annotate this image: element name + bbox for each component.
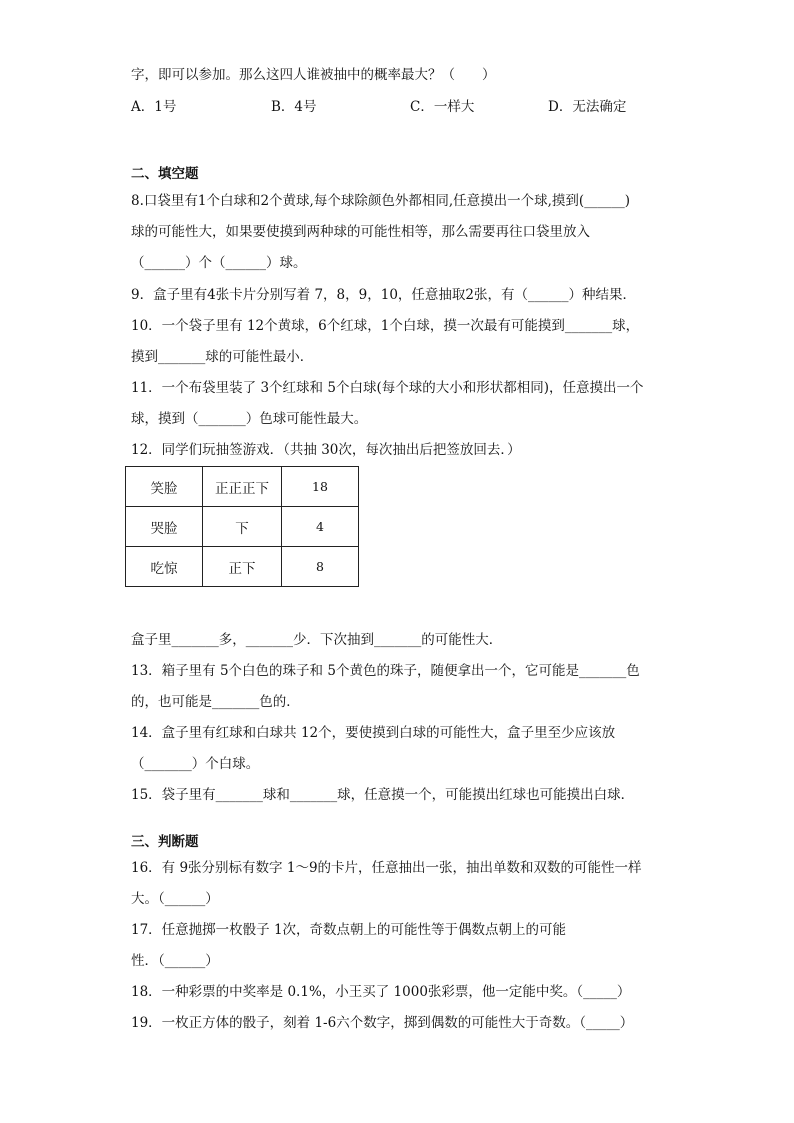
q9[interactable]: 9．盒子里有4张卡片分别写着 7，8，9，10，任意抽取2张，有（______）种结果． bbox=[131, 287, 637, 303]
q17-line-1: 17．任意抛掷一枚骰子 1次，奇数点朝上的可能性等于偶数点朝上的可能 bbox=[131, 922, 567, 938]
table-row bbox=[126, 547, 359, 587]
q8-line-1: 8.口袋里有1个白球和2个黄球,每个球除颜色外都相同,任意摸出一个球,摸到(______) bbox=[131, 193, 630, 209]
q18[interactable]: 18．一种彩票的中奖率是 0.1%，小王买了 1000张彩票，他一定能中奖。（_____） bbox=[131, 984, 631, 1000]
table-cell-label: 哭脸 bbox=[126, 507, 203, 547]
q17-line-2[interactable]: 性．（______） bbox=[131, 953, 219, 969]
q8-line-2: 球的可能性大，如果要使摸到两种球的可能性相等，那么需要再往口袋里放入 bbox=[131, 224, 590, 240]
table-cell-tally: 正正正下 bbox=[203, 467, 282, 507]
table-cell-count: 18 bbox=[282, 467, 359, 507]
q7-stem-tail: 字，即可以参加。那么这四人谁被抽中的概率最大？（ ） bbox=[131, 67, 496, 83]
q16-line-2[interactable]: 大。（______） bbox=[131, 891, 219, 907]
q11-line-1: 11．一个布袋里装了 3个红球和 5个白球(每个球的大小和形状都相同)，任意摸出一个 bbox=[131, 380, 644, 396]
section-heading-fill-in: 二、填空题 bbox=[131, 166, 199, 182]
table-row bbox=[126, 467, 359, 507]
q14-line-1: 14．盒子里有红球和白球共 12个，要使摸到白球的可能性大，盒子里至少应该放 bbox=[131, 725, 616, 741]
q7-option-b[interactable]: B．4号 bbox=[271, 99, 317, 115]
q10-line-2[interactable]: 摸到_______球的可能性最小． bbox=[131, 349, 314, 365]
table-row bbox=[126, 507, 359, 547]
q19[interactable]: 19．一枚正方体的骰子，刻着 1-6六个数字，掷到偶数的可能性大于奇数。（_____） bbox=[131, 1015, 634, 1031]
table-cell-label: 吃惊 bbox=[126, 547, 203, 587]
q15[interactable]: 15．袋子里有_______球和_______球，任意摸一个，可能摸出红球也可能摸出白球． bbox=[131, 787, 635, 803]
q12-intro: 12．同学们玩抽签游戏．（共抽 30次，每次抽出后把签放回去．） bbox=[131, 442, 521, 458]
table-cell-count: 4 bbox=[282, 507, 359, 547]
q16-line-1: 16．有 9张分别标有数字 1～9的卡片，任意抽出一张，抽出单数和双数的可能性一样 bbox=[131, 860, 642, 876]
q14-line-2[interactable]: （_______）个白球。 bbox=[131, 756, 260, 772]
table-cell-tally: 正下 bbox=[203, 547, 282, 587]
q12-after-table[interactable]: 盒子里_______多，_______少．下次抽到_______的可能性大． bbox=[131, 632, 503, 648]
table-cell-tally: 下 bbox=[203, 507, 282, 547]
q13-line-1[interactable]: 13．箱子里有 5个白色的珠子和 5个黄色的珠子，随便拿出一个，它可能是_______色 bbox=[131, 663, 640, 679]
q7-option-d[interactable]: D．无法确定 bbox=[548, 99, 627, 115]
table-cell-label: 笑脸 bbox=[126, 467, 203, 507]
q8-line-3[interactable]: （______）个（______）球。 bbox=[131, 255, 307, 271]
q13-line-2[interactable]: 的，也可能是_______色的． bbox=[131, 694, 300, 710]
q12-tally-table bbox=[125, 466, 359, 587]
section-heading-true-false: 三、判断题 bbox=[131, 834, 199, 850]
q10-line-1[interactable]: 10．一个袋子里有 12个黄球，6个红球，1个白球，摸一次最有可能摸到_______球， bbox=[131, 318, 640, 334]
q11-line-2[interactable]: 球，摸到（_______）色球可能性最大。 bbox=[131, 411, 368, 427]
q7-option-c[interactable]: C．一样大 bbox=[410, 99, 475, 115]
q7-option-a[interactable]: A．1号 bbox=[131, 99, 177, 115]
table-cell-count: 8 bbox=[282, 547, 359, 587]
